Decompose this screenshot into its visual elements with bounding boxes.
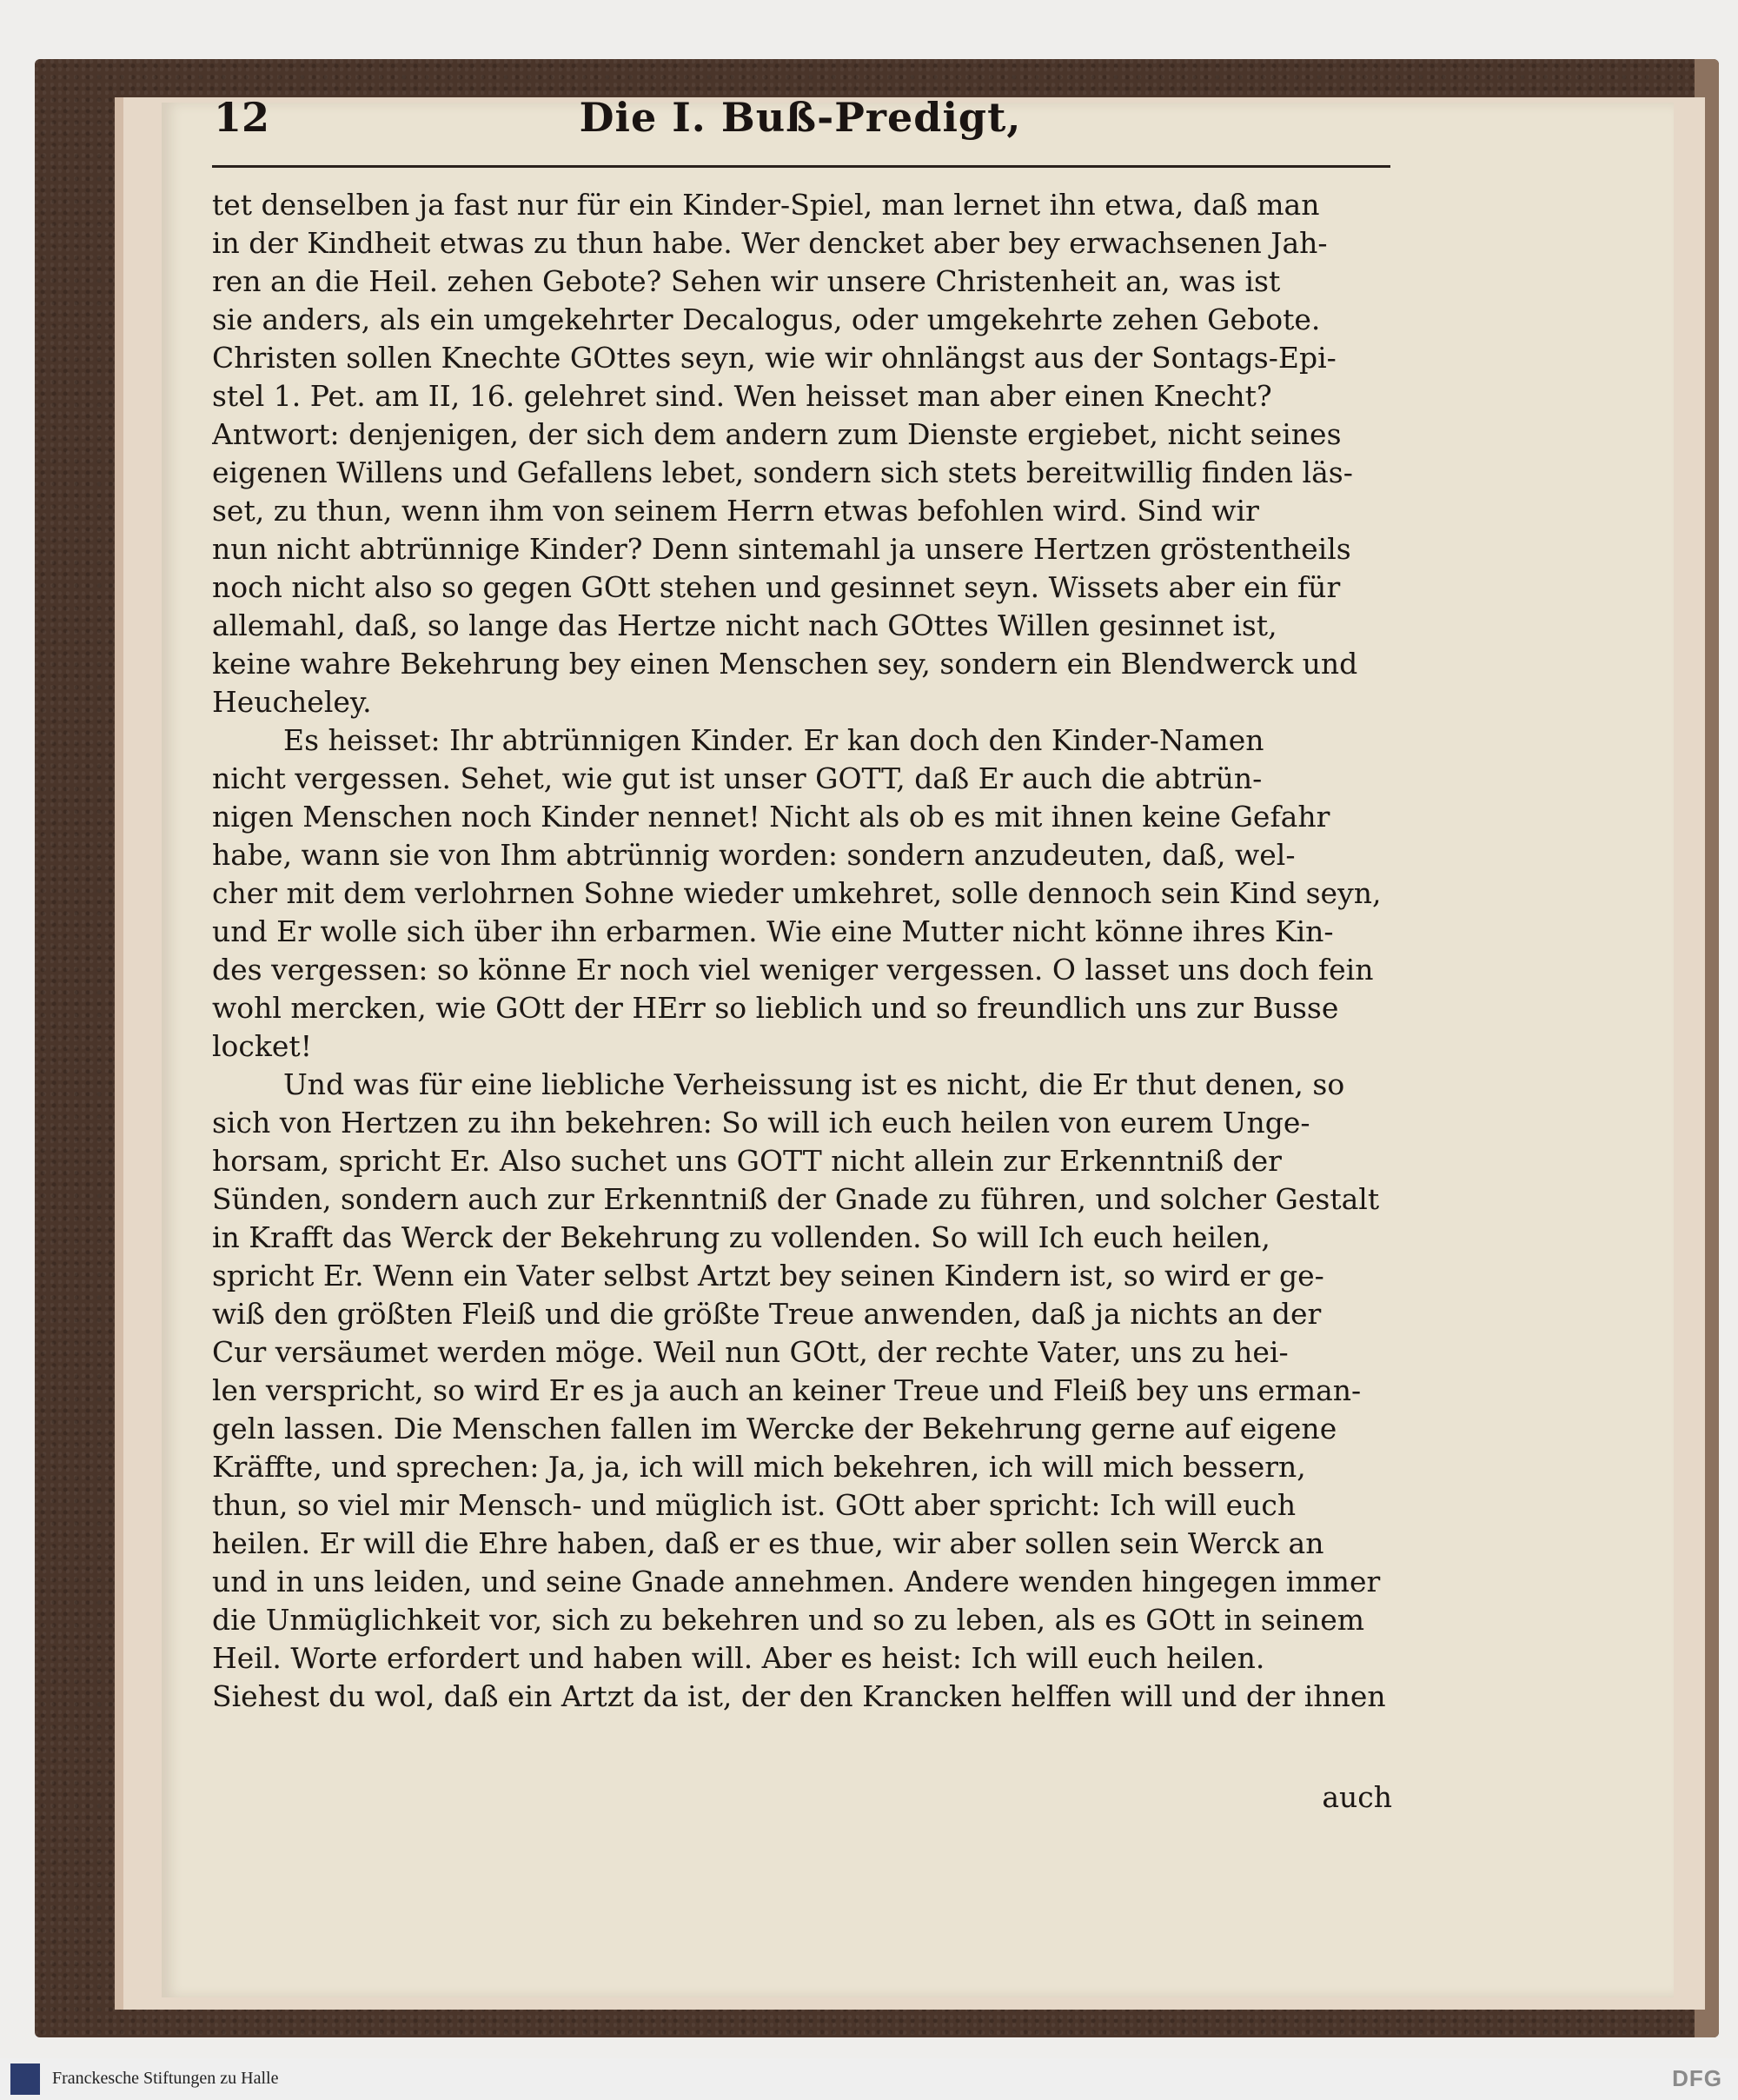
text-line: wohl mercken, wie GOtt der HErr so lieblich und so freundlich uns zur Busse [212, 991, 1339, 1025]
institution-name[interactable]: Franckesche Stiftungen zu Halle [52, 2069, 279, 2088]
text-line: ren an die Heil. zehen Gebote? Sehen wir unsere Christenheit an, was ist [212, 264, 1281, 298]
page-number: 12 [214, 94, 270, 141]
text-line: Heil. Worte erfordert und haben will. Aber es heist: Ich will euch heilen. [212, 1641, 1265, 1675]
text-line: nun nicht abtrünnige Kinder? Denn sintemahl ja unsere Hertzen gröstentheils [212, 532, 1351, 566]
text-line: spricht Er. Wenn ein Vater selbst Artzt bey seinen Kindern ist, so wird er ge- [212, 1259, 1324, 1293]
text-line: stel 1. Pet. am II, 16. gelehret sind. Wen heisset man aber einen Knecht? [212, 379, 1272, 413]
text-line: nicht vergessen. Sehet, wie gut ist unser GOTT, daß Er auch die abtrün- [212, 761, 1263, 795]
text-line: wiß den größten Fleiß und die größte Treue anwenden, daß ja nichts an der [212, 1297, 1322, 1331]
footer-bar [0, 2058, 1738, 2100]
text-line: horsam, spricht Er. Also suchet uns GOTT nicht allein zur Erkenntniß der [212, 1144, 1282, 1178]
text-line: habe, wann sie von Ihm abtrünnig worden: sondern anzudeuten, daß, wel- [212, 838, 1296, 872]
text-line: geln lassen. Die Menschen fallen im Wercke der Bekehrung gerne auf eigene [212, 1412, 1337, 1445]
text-line: Antwort: denjenigen, der sich dem andern zum Dienste ergiebet, nicht seines [212, 417, 1342, 451]
page-header [214, 94, 1387, 163]
text-line: set, zu thun, wenn ihm von seinem Herrn etwas befohlen wird. Sind wir [212, 494, 1259, 528]
text-line: eigenen Willens und Gefallens lebet, sondern sich stets bereitwillig finden läs- [212, 455, 1353, 489]
text-line: Christen sollen Knechte GOttes seyn, wie wir ohnlängst aus der Sontags-Epi- [212, 341, 1337, 375]
text-line: die Unmüglichkeit vor, sich zu bekehren und so zu leben, als es GOtt in seinem [212, 1603, 1365, 1637]
text-line: cher mit dem verlohrnen Sohne wieder umkehret, solle dennoch sein Kind seyn, [212, 876, 1382, 910]
text-line: Kräffte, und sprechen: Ja, ja, ich will mich bekehren, ich will mich bessern, [212, 1450, 1306, 1484]
text-line: sich von Hertzen zu ihn bekehren: So will ich euch heilen von eurem Unge- [212, 1106, 1310, 1140]
text-line: heilen. Er will die Ehre haben, daß er es thue, wir aber sollen sein Werck an [212, 1526, 1324, 1560]
text-line: Siehest du wol, daß ein Artzt da ist, der den Krancken helffen will und der ihnen [212, 1679, 1386, 1713]
paragraph-start-line: Und was für eine liebliche Verheissung ist es nicht, die Er thut denen, so [283, 1067, 1345, 1101]
text-line: len verspricht, so wird Er es ja auch an keiner Treue und Fleiß bey uns erman- [212, 1373, 1362, 1407]
running-title: Die I. Buß-Predigt, [579, 94, 1022, 141]
text-line: Heucheley. [212, 685, 372, 719]
text-line: locket! [212, 1029, 312, 1063]
text-line: Cur versäumet werden möge. Weil nun GOtt, der rechte Vater, uns zu hei- [212, 1335, 1289, 1369]
text-line: noch nicht also so gegen GOtt stehen und gesinnet seyn. Wissets aber ein für [212, 570, 1341, 604]
catchword: auch [1322, 1780, 1392, 1814]
body-text [212, 186, 1392, 1716]
text-line: allemahl, daß, so lange das Hertze nicht nach GOttes Willen gesinnet ist, [212, 608, 1277, 642]
text-line: in der Kindheit etwas zu thun habe. Wer dencket aber bey erwachsenen Jah- [212, 226, 1328, 260]
paragraph-start-line: Es heisset: Ihr abtrünnigen Kinder. Er kan doch den Kinder-Namen [283, 723, 1264, 757]
text-line: Sünden, sondern auch zur Erkenntniß der Gnade zu führen, und solcher Gestalt [212, 1182, 1380, 1216]
text-line: des vergessen: so könne Er noch viel weniger vergessen. O lasset uns doch fein [212, 953, 1374, 987]
text-line: tet denselben ja fast nur für ein Kinder-Spiel, man lernet ihn etwa, daß man [212, 188, 1320, 222]
institution-logo-icon [10, 2063, 40, 2095]
text-line: und Er wolle sich über ihn erbarmen. Wie eine Mutter nicht könne ihres Kin- [212, 914, 1334, 948]
text-line: und in uns leiden, und seine Gnade annehmen. Andere wenden hingegen immer [212, 1565, 1381, 1598]
text-line: sie anders, als ein umgekehrter Decalogus, oder umgekehrte zehen Gebote. [212, 302, 1321, 336]
text-line: thun, so viel mir Mensch- und müglich ist. GOtt aber spricht: Ich will euch [212, 1488, 1297, 1522]
header-rule [212, 165, 1390, 168]
text-line: keine wahre Bekehrung bey einen Menschen sey, sondern ein Blendwerck und [212, 647, 1358, 681]
text-line: in Krafft das Werck der Bekehrung zu vollenden. So will Ich euch heilen, [212, 1220, 1270, 1254]
funder-logo: DFG [1672, 2065, 1722, 2091]
text-line: nigen Menschen noch Kinder nennet! Nicht als ob es mit ihnen keine Gefahr [212, 800, 1330, 834]
